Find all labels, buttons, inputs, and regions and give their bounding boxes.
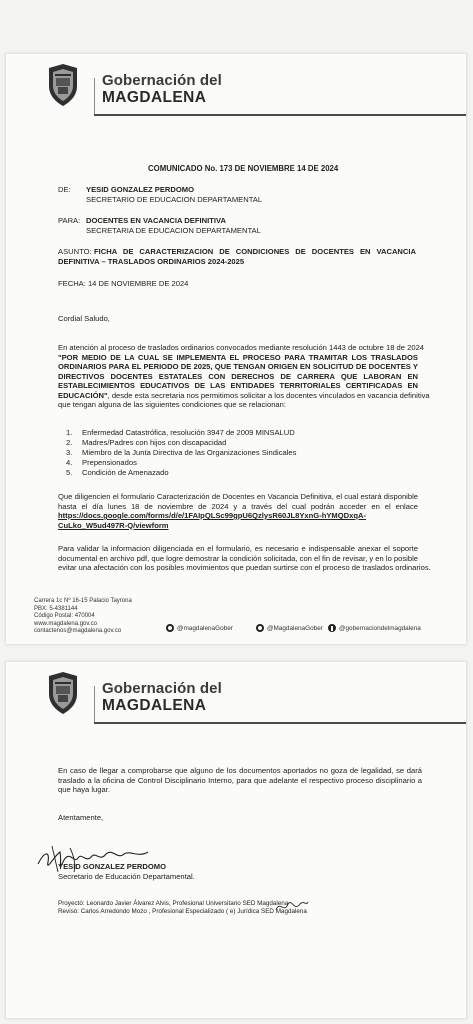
drafted-by: Proyectó: Leonardo Javier Álvarez Alvis, Profesional Universitario SED Magdalena (58, 900, 289, 907)
footer-postal: Código Postal: 470004 (34, 613, 95, 619)
subject-label: ASUNTO: (58, 247, 92, 256)
paragraph-1-line: ESTABLECIMIENTOS EDUCATIVOS DE LAS ENTIDADES TERRITORIALES CERTIFICADAS EN (58, 381, 418, 390)
condition-number: 3. (66, 448, 73, 457)
paragraph-3-line: evitar una afectación con los posibles movimientos que puedan surtirse con el proceso de traslados ordinarios. (58, 563, 431, 572)
letterhead-line2: MAGDALENA (102, 89, 207, 106)
paragraph-1-line: En atención al proceso de traslados ordinarios convocados mediante resolución 1443 de octubre 18 de 2024 (58, 343, 425, 352)
signer-name: YESID GONZALEZ PERDOMO (58, 862, 167, 871)
letterhead (6, 672, 466, 718)
form-link[interactable]: CuLko_W5ud497R-Q/viewform (58, 520, 169, 530)
coat-of-arms-icon (46, 64, 80, 106)
paragraph-2-line: Que diligencien el formulario Caracterización de Docentes en Vacancia Definitiva, el cual estará disponible (58, 492, 418, 501)
from-label: DE: (58, 185, 71, 194)
condition-item: Madres/Padres con hijos con discapacidad (82, 438, 227, 447)
condition-number: 2. (66, 438, 73, 447)
letterhead-line1: Gobernación del (102, 72, 222, 89)
from-role: SECRETARIO DE EDUCACION DEPARTAMENTAL (86, 195, 263, 204)
initials-signature-image (274, 896, 310, 916)
paragraph-1-line: "POR MEDIO DE LA CUAL SE IMPLEMENTA EL PROCESO PARA TRAMITAR LOS TRASLADOS (58, 352, 418, 362)
document-page-2 (6, 662, 466, 1018)
condition-item: Prepensionados (82, 458, 137, 467)
closing-paragraph-line: que haya lugar. (58, 785, 110, 794)
paragraph-1-line: DIRECTIVOS DOCENTES ESTATALES CON DERECHOS DE CARRERA QUE LABORAN EN (58, 371, 418, 381)
footer-website: www.magdalena.gov.co (34, 620, 97, 627)
to-label: PARA: (58, 216, 81, 225)
letterhead-line2: MAGDALENA (102, 697, 207, 714)
paragraph-1-bold: EDUCACIÓN" (58, 390, 108, 400)
footer-address: Carrera 1c Nº 16-15 Palacio Tayrona (34, 598, 132, 604)
social-instagram (166, 624, 233, 632)
condition-number: 4. (66, 458, 73, 467)
closing-paragraph-line: traslado a la oficina de Control Disciplinario Interno, para que adelante el respectivo proceso disciplinario a (58, 775, 422, 785)
form-link[interactable]: https://docs.google.com/forms/d/e/1FAIpQLSc99gpU6QzlysR60JL8YxnG-hYMQDxqA- (58, 511, 367, 520)
facebook-icon (328, 624, 336, 632)
paragraph-3-line: documental en archivo pdf, que logre demostrar la condición solicitada, con el fin de revisar, y en lo posible (58, 553, 418, 563)
paragraph-2-line: hasta el día lunes 18 de noviembre de 2024 y a través del cual podrán acceder en el enlace (58, 501, 418, 511)
footer-phone: PBX: 5-4381144 (34, 605, 78, 612)
closing-paragraph-line: En caso de llegar a comprobarse que alguno de los documentos aportados no goza de legalidad, se dará (58, 766, 422, 775)
greeting: Cordial Saludo, (58, 314, 110, 323)
subject-line-1: FICHA DE CARACTERIZACION DE CONDICIONES DE DOCENTES EN VACANCIA (94, 247, 416, 256)
paragraph-1-line (58, 390, 430, 400)
subject-line-2: DEFINITIVA – TRASLADOS ORDINARIOS 2024-2025 (58, 257, 245, 266)
instagram-icon (166, 624, 174, 632)
date: FECHA: 14 DE NOVIEMBRE DE 2024 (58, 279, 189, 288)
facebook-handle: @gobernaciondelmagdalena (339, 624, 421, 632)
condition-number: 5. (66, 468, 73, 477)
social-twitter (256, 624, 323, 632)
condition-number: 1. (66, 428, 73, 437)
communique-number: COMUNICADO No. 173 DE NOVIEMBRE 14 DE 2024 (148, 164, 339, 173)
paragraph-3-line: Para validar la informacion diligenciada en el formulario, es necesario e indispensable anexar el soporte (58, 544, 418, 553)
from-name: YESID GONZALEZ PERDOMO (86, 185, 195, 194)
document-page-1 (6, 54, 466, 644)
condition-item: Enfermedad Catastrófica, resolución 3947 de 2009 MINSALUD (82, 428, 295, 437)
paragraph-1-line: ORDINARIOS PARA EL PERIODO DE 2025, QUE TENGAN ORIGEN EN SOLICITUD DE DOCENTES Y (58, 362, 418, 371)
to-name: DOCENTES EN VACANCIA DEFINITIVA (86, 216, 226, 225)
letterhead-line1: Gobernación del (102, 680, 222, 697)
closing: Atentamente, (58, 813, 104, 822)
condition-item: Miembro de la Junta Directiva de las Organizaciones Sindicales (82, 448, 297, 457)
condition-item: Condición de Amenazado (82, 468, 169, 477)
twitter-handle: @MagdalenaGober (267, 624, 323, 632)
instagram-handle: @magdalenaGober (177, 624, 233, 632)
paragraph-1-rest: , desde esta secretaria nos permitimos solicitar a los docentes vinculados en vacancia definitiva (107, 390, 430, 400)
coat-of-arms-icon (46, 672, 80, 714)
to-role: SECRETARIA DE EDUCACION DEPARTAMENTAL (86, 226, 261, 235)
reviewed-by: Revisó: Carlos Arredondo Mozo , Profesional Especializado ( e) Jurídica SED Magdalena (58, 908, 307, 915)
letterhead (6, 64, 466, 110)
paragraph-1-line: que tengan alguna de las siguientes condiciones que se relacionan: (58, 400, 286, 409)
social-facebook (328, 624, 421, 632)
signer-role: Secretario de Educación Departamental. (58, 872, 195, 881)
twitter-icon (256, 624, 264, 632)
footer-email: contactenos@magdalena.gov.co (34, 628, 122, 634)
